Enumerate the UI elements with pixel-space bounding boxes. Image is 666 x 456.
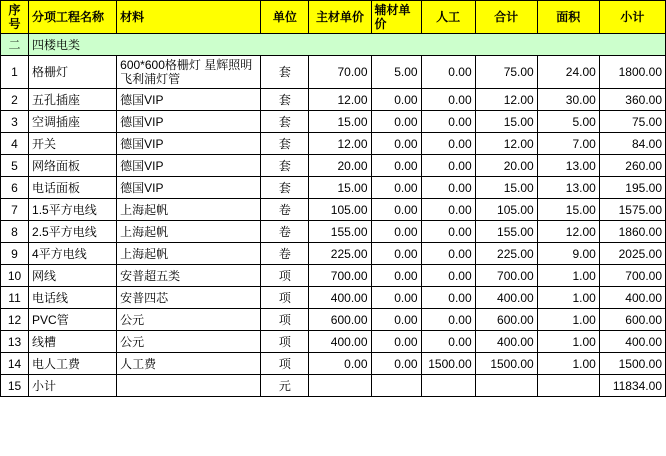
cell-subtotal: 1500.00 [599, 353, 665, 375]
cell-main-price: 15.00 [309, 177, 371, 199]
table-row [1, 155, 666, 177]
cell-seq: 15 [1, 375, 29, 397]
cell-area: 1.00 [537, 331, 599, 353]
cell-labor: 0.00 [421, 221, 475, 243]
header-area: 面积 [537, 1, 599, 34]
cell-area: 12.00 [537, 221, 599, 243]
cell-main-price: 70.00 [309, 56, 371, 89]
cell-item-name: 开关 [29, 133, 117, 155]
cell-area: 1.00 [537, 265, 599, 287]
table-row [1, 331, 666, 353]
cell-main-price: 15.00 [309, 111, 371, 133]
table-row [1, 199, 666, 221]
cell-main-price: 155.00 [309, 221, 371, 243]
table-footer-row [1, 375, 666, 397]
cell-aux-price: 0.00 [371, 89, 421, 111]
cell-total [475, 375, 537, 397]
cell-aux-price: 0.00 [371, 221, 421, 243]
cell-material: 安普四芯 [117, 287, 261, 309]
cell-subtotal: 75.00 [599, 111, 665, 133]
cell-material: 上海起帆 [117, 199, 261, 221]
cell-labor [421, 375, 475, 397]
cell-unit: 项 [261, 265, 309, 287]
cell-labor: 0.00 [421, 111, 475, 133]
table-row [1, 221, 666, 243]
cell-seq: 13 [1, 331, 29, 353]
cell-material: 公元 [117, 309, 261, 331]
cell-unit: 项 [261, 353, 309, 375]
cell-area: 7.00 [537, 133, 599, 155]
cell-aux-price: 0.00 [371, 177, 421, 199]
section-title: 四楼电类 [29, 34, 666, 56]
cell-unit: 卷 [261, 199, 309, 221]
cell-item-name: 4平方电线 [29, 243, 117, 265]
cell-aux-price: 0.00 [371, 199, 421, 221]
cell-area: 15.00 [537, 199, 599, 221]
cell-total: 1500.00 [475, 353, 537, 375]
cell-main-price: 12.00 [309, 89, 371, 111]
cell-aux-price: 0.00 [371, 353, 421, 375]
cell-labor: 0.00 [421, 287, 475, 309]
cell-area: 1.00 [537, 287, 599, 309]
cell-seq: 12 [1, 309, 29, 331]
cell-total: 15.00 [475, 111, 537, 133]
cell-item-name: 空调插座 [29, 111, 117, 133]
cell-labor: 0.00 [421, 133, 475, 155]
cell-area: 30.00 [537, 89, 599, 111]
section-index: 二 [1, 34, 29, 56]
cell-material: 德国VIP [117, 111, 261, 133]
cell-material: 德国VIP [117, 89, 261, 111]
header-subtotal: 小计 [599, 1, 665, 34]
cell-unit: 套 [261, 56, 309, 89]
cell-seq: 14 [1, 353, 29, 375]
cell-unit: 项 [261, 331, 309, 353]
cell-seq: 7 [1, 199, 29, 221]
cell-subtotal: 1860.00 [599, 221, 665, 243]
cell-subtotal: 360.00 [599, 89, 665, 111]
cell-item-name: 电人工费 [29, 353, 117, 375]
cell-labor: 0.00 [421, 331, 475, 353]
table-header-row [1, 1, 666, 34]
table-row [1, 133, 666, 155]
cell-main-price: 20.00 [309, 155, 371, 177]
cell-main-price: 400.00 [309, 331, 371, 353]
cell-material: 德国VIP [117, 155, 261, 177]
table-row [1, 265, 666, 287]
cell-subtotal: 1800.00 [599, 56, 665, 89]
cell-main-price: 225.00 [309, 243, 371, 265]
cell-main-price: 12.00 [309, 133, 371, 155]
cell-aux-price: 0.00 [371, 309, 421, 331]
cell-area: 13.00 [537, 177, 599, 199]
cell-aux-price: 0.00 [371, 111, 421, 133]
header-labor: 人工 [421, 1, 475, 34]
cell-aux-price: 0.00 [371, 155, 421, 177]
cell-unit: 套 [261, 133, 309, 155]
cell-main-price: 0.00 [309, 353, 371, 375]
table-row [1, 89, 666, 111]
cell-area [537, 375, 599, 397]
cell-total: 225.00 [475, 243, 537, 265]
cell-subtotal: 600.00 [599, 309, 665, 331]
cell-item-name: 1.5平方电线 [29, 199, 117, 221]
cell-total: 400.00 [475, 287, 537, 309]
cell-item-name: 网线 [29, 265, 117, 287]
cell-seq: 6 [1, 177, 29, 199]
cell-total: 20.00 [475, 155, 537, 177]
cell-seq: 10 [1, 265, 29, 287]
cell-seq: 2 [1, 89, 29, 111]
cell-seq: 4 [1, 133, 29, 155]
cell-subtotal: 700.00 [599, 265, 665, 287]
table-row [1, 56, 666, 89]
cell-area: 1.00 [537, 353, 599, 375]
table-row [1, 243, 666, 265]
cell-total: 105.00 [475, 199, 537, 221]
cell-subtotal: 195.00 [599, 177, 665, 199]
cell-area: 9.00 [537, 243, 599, 265]
cell-main-price: 600.00 [309, 309, 371, 331]
cell-aux-price: 0.00 [371, 265, 421, 287]
cell-item-name: 格栅灯 [29, 56, 117, 89]
table-row [1, 309, 666, 331]
header-seq: 序号 [1, 1, 29, 34]
cell-area: 5.00 [537, 111, 599, 133]
cell-item-name: PVC管 [29, 309, 117, 331]
cell-item-name: 电话线 [29, 287, 117, 309]
cell-aux-price: 0.00 [371, 287, 421, 309]
cell-labor: 0.00 [421, 177, 475, 199]
cell-main-price [309, 375, 371, 397]
cell-seq: 5 [1, 155, 29, 177]
cell-unit: 项 [261, 287, 309, 309]
cell-labor: 0.00 [421, 199, 475, 221]
cell-aux-price: 0.00 [371, 331, 421, 353]
table-row [1, 353, 666, 375]
cell-aux-price: 0.00 [371, 133, 421, 155]
cell-item-name: 小计 [29, 375, 117, 397]
cell-main-price: 400.00 [309, 287, 371, 309]
cell-total: 400.00 [475, 331, 537, 353]
cell-unit: 套 [261, 177, 309, 199]
cell-unit: 卷 [261, 221, 309, 243]
cell-item-name: 2.5平方电线 [29, 221, 117, 243]
cell-seq: 3 [1, 111, 29, 133]
cell-material [117, 375, 261, 397]
cell-labor: 1500.00 [421, 353, 475, 375]
table-row [1, 287, 666, 309]
cell-aux-price: 5.00 [371, 56, 421, 89]
cell-subtotal: 11834.00 [599, 375, 665, 397]
cell-labor: 0.00 [421, 56, 475, 89]
cell-labor: 0.00 [421, 309, 475, 331]
cell-subtotal: 400.00 [599, 287, 665, 309]
cell-material: 600*600格栅灯 星辉照明 飞利浦灯管 [117, 56, 261, 89]
cell-seq: 1 [1, 56, 29, 89]
cell-item-name: 五孔插座 [29, 89, 117, 111]
cell-total: 600.00 [475, 309, 537, 331]
cell-aux-price [371, 375, 421, 397]
cell-item-name: 电话面板 [29, 177, 117, 199]
cell-total: 12.00 [475, 133, 537, 155]
cell-unit: 元 [261, 375, 309, 397]
cell-area: 24.00 [537, 56, 599, 89]
header-total: 合计 [475, 1, 537, 34]
cell-area: 1.00 [537, 309, 599, 331]
cell-subtotal: 1575.00 [599, 199, 665, 221]
cell-total: 155.00 [475, 221, 537, 243]
cell-area: 13.00 [537, 155, 599, 177]
header-material: 材料 [117, 1, 261, 34]
cell-seq: 8 [1, 221, 29, 243]
cell-main-price: 700.00 [309, 265, 371, 287]
cell-total: 75.00 [475, 56, 537, 89]
cell-unit: 套 [261, 89, 309, 111]
cell-unit: 套 [261, 111, 309, 133]
header-main-price: 主材单价 [309, 1, 371, 34]
cell-subtotal: 400.00 [599, 331, 665, 353]
cell-material: 上海起帆 [117, 243, 261, 265]
cell-total: 15.00 [475, 177, 537, 199]
cell-total: 700.00 [475, 265, 537, 287]
cell-material: 上海起帆 [117, 221, 261, 243]
cell-material: 人工费 [117, 353, 261, 375]
cell-labor: 0.00 [421, 243, 475, 265]
header-item-name: 分项工程名称 [29, 1, 117, 34]
cell-material: 德国VIP [117, 133, 261, 155]
cell-subtotal: 2025.00 [599, 243, 665, 265]
cell-labor: 0.00 [421, 265, 475, 287]
cell-main-price: 105.00 [309, 199, 371, 221]
section-row [1, 34, 666, 56]
cell-unit: 卷 [261, 243, 309, 265]
cell-total: 12.00 [475, 89, 537, 111]
cell-material: 公元 [117, 331, 261, 353]
cell-item-name: 线槽 [29, 331, 117, 353]
cell-subtotal: 260.00 [599, 155, 665, 177]
cell-subtotal: 84.00 [599, 133, 665, 155]
cell-unit: 项 [261, 309, 309, 331]
header-aux-price: 辅材单价 [371, 1, 421, 34]
cell-seq: 9 [1, 243, 29, 265]
header-unit: 单位 [261, 1, 309, 34]
cell-labor: 0.00 [421, 89, 475, 111]
cell-unit: 套 [261, 155, 309, 177]
cell-aux-price: 0.00 [371, 243, 421, 265]
cell-item-name: 网络面板 [29, 155, 117, 177]
cell-labor: 0.00 [421, 155, 475, 177]
cell-material: 德国VIP [117, 177, 261, 199]
table-row [1, 177, 666, 199]
cell-seq: 11 [1, 287, 29, 309]
cell-material: 安普超五类 [117, 265, 261, 287]
table-row [1, 111, 666, 133]
